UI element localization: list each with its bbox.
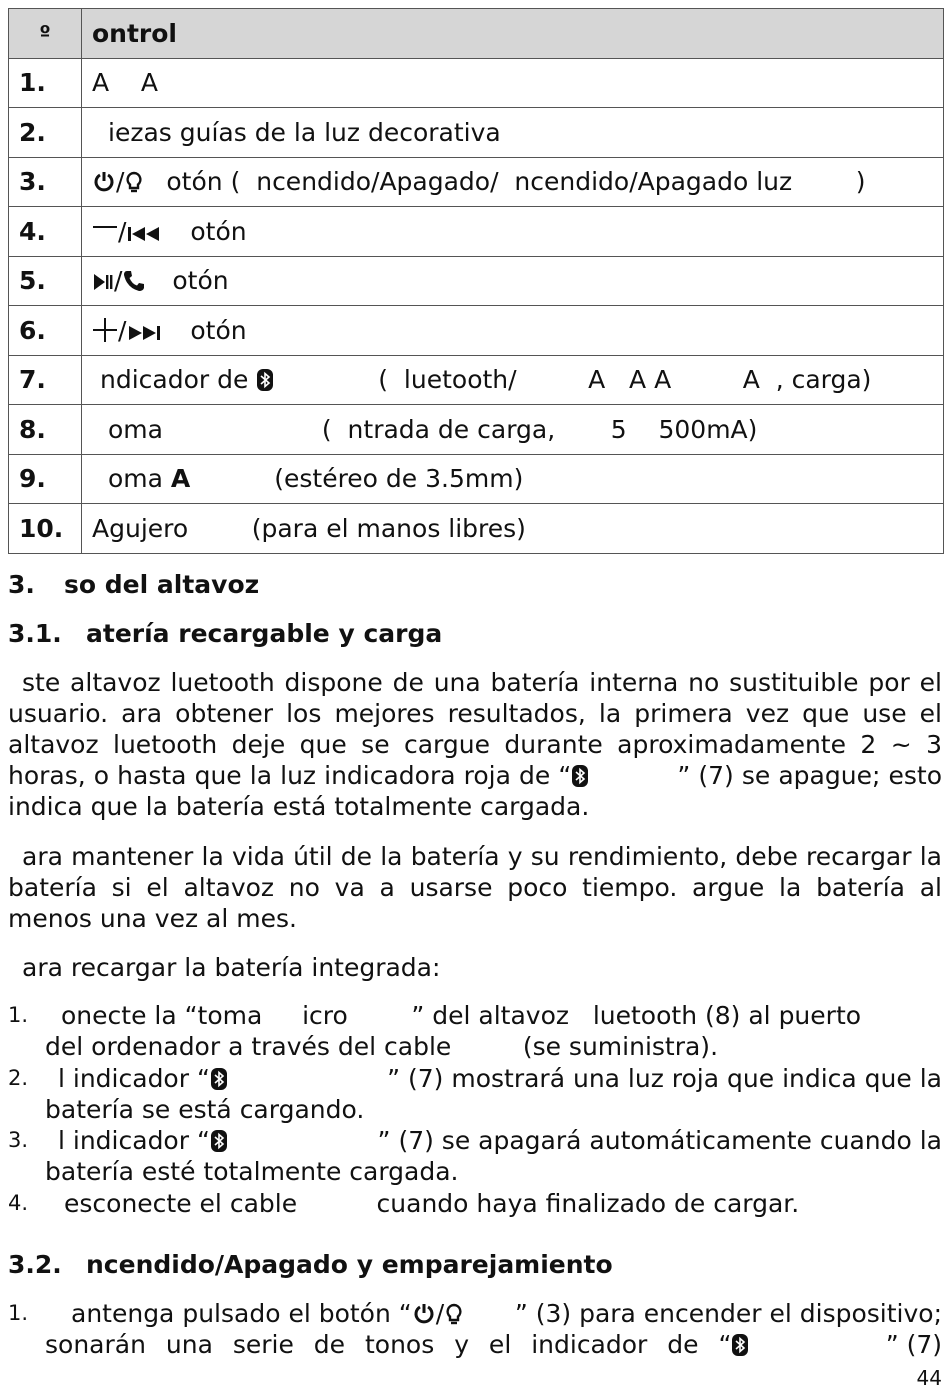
header-number: º (9, 9, 82, 59)
table-row (9, 58, 944, 108)
list-number: 1. (8, 1003, 29, 1027)
power-icon (413, 1303, 435, 1325)
list-item (8, 1125, 942, 1187)
list-number: 3. (8, 1128, 29, 1152)
list-line (8, 1329, 942, 1360)
power-icon (93, 171, 115, 193)
row-number: 3. (9, 157, 82, 207)
section-heading-3-1 (8, 618, 942, 649)
table-row (9, 504, 944, 554)
row-number: 5. (9, 256, 82, 306)
list-text-group (45, 1329, 749, 1360)
list-line (8, 1298, 942, 1329)
section-title: atería recargable y carga (86, 619, 443, 648)
list-text: del ordenador a través del cable (se suministra). (45, 1032, 719, 1061)
list-text: antenga pulsado el botón “ (71, 1299, 412, 1328)
row-number: 1. (9, 58, 82, 108)
list-text: batería se está cargando. (45, 1095, 365, 1124)
row-text-bold: A (170, 464, 191, 494)
row-number: 9. (9, 454, 82, 504)
list-number: 1. (8, 1301, 29, 1325)
play-pause-icon (93, 272, 113, 292)
row-number: 2. (9, 108, 82, 158)
list-text-group (58, 1125, 228, 1156)
minus-icon (93, 226, 117, 230)
row-text-prefix: oma (108, 464, 163, 494)
bluetooth-icon (257, 369, 273, 391)
list-line (8, 1188, 942, 1219)
list-text: l indicador “ (58, 1126, 210, 1155)
phone-icon (123, 270, 145, 292)
row-text: A A (82, 58, 944, 108)
bluetooth-icon (732, 1334, 748, 1356)
paragraph-text: ” (7) se apague; esto indica que la batería está totalmente cargada. (8, 761, 942, 821)
paragraph-battery-intro (8, 667, 942, 822)
list-item (8, 1298, 942, 1360)
list-number: 2. (8, 1066, 29, 1090)
list-text: batería esté totalmente cargada. (45, 1157, 459, 1186)
section-heading-3-2 (8, 1249, 942, 1280)
section-number: 3. (8, 570, 35, 599)
row-text (82, 256, 944, 306)
header-control: ontrol (82, 9, 944, 59)
paragraph-battery-care (8, 841, 942, 934)
table-row (9, 256, 944, 306)
row-text-label: otón (190, 216, 247, 246)
table-row (9, 454, 944, 504)
list-line (8, 1031, 942, 1062)
bluetooth-icon (211, 1130, 227, 1152)
section-number: 3.2. (8, 1250, 62, 1279)
plus-icon (93, 318, 117, 342)
row-number: 4. (9, 207, 82, 257)
list-text: ” (7) mostrará una luz roja que indica que la (387, 1064, 942, 1093)
row-number: 8. (9, 405, 82, 455)
bulb-icon (125, 171, 143, 193)
list-text: ” (7) se apagará automáticamente cuando la (377, 1126, 942, 1155)
list-text: onecte la “toma icro ” del altavoz luetooth (8) al puerto (61, 1001, 862, 1030)
row-text-label: ( luetooth/ A A A A , carga) (378, 365, 872, 395)
paragraph-text: ste altavoz luetooth dispone de una batería interna no sustituible por el usuario. ara obtener los mejores resultados, la primera vez que use el altavoz luetooth deje que se cargue durante aproximadamente 2 ~ 3 horas, o hasta que la luz indicadora roja de “ (8, 668, 942, 790)
list-text: l indicador “ (58, 1064, 210, 1093)
row-text (82, 454, 944, 504)
bulb-icon (445, 1303, 463, 1325)
section-title: so del altavoz (64, 570, 260, 599)
paragraph-recharge-intro (8, 952, 942, 983)
controls-table (8, 8, 944, 554)
bluetooth-icon (211, 1068, 227, 1090)
row-text (82, 355, 944, 405)
list-text: sonarán una serie de tonos y el indicador de “ (45, 1330, 732, 1359)
paragraph-text: ara recargar la batería integrada: (22, 953, 441, 982)
section-title: ncendido/Apagado y emparejamiento (86, 1250, 613, 1279)
row-text (82, 157, 944, 207)
row-number: 10. (9, 504, 82, 554)
bluetooth-icon (572, 765, 588, 787)
row-number: 6. (9, 306, 82, 356)
next-track-icon (127, 324, 161, 342)
row-text-label: oma ( ntrada de carga, 5 500mA) (108, 414, 758, 444)
row-text-label: (estéreo de 3.5mm) (274, 464, 524, 494)
list-text: ” (3) para encender el dispositivo; (514, 1299, 942, 1328)
list-item (8, 1188, 942, 1219)
separator: / (118, 315, 127, 345)
row-text-label: otón (172, 266, 229, 296)
list-line (8, 1125, 942, 1156)
list-text-group (58, 1063, 228, 1094)
list-item (8, 1063, 942, 1125)
row-text (82, 306, 944, 356)
table-header-row (9, 9, 944, 59)
list-text-group: antenga pulsado el botón “ / (71, 1298, 464, 1329)
list-line (8, 1000, 942, 1031)
row-text-prefix: ndicador de (100, 365, 249, 395)
table-row (9, 306, 944, 356)
row-text (82, 405, 944, 455)
table-row (9, 108, 944, 158)
table-row (9, 405, 944, 455)
list-text: ” (7) (885, 1330, 942, 1359)
paragraph-text: ara mantener la vida útil de la batería y su rendimiento, debe recargar la batería si el altavoz no va a usarse poco tiempo. argue la batería al menos una vez al mes. (8, 842, 942, 933)
list-line (8, 1063, 942, 1094)
row-text: Agujero (para el manos libres) (82, 504, 944, 554)
separator: / (118, 216, 127, 246)
row-text-label: iezas guías de la luz decorativa (108, 117, 501, 147)
section-number: 3.1. (8, 619, 62, 648)
list-text: esconecte el cable cuando haya finalizado de cargar. (64, 1189, 800, 1218)
list-number: 4. (8, 1191, 29, 1215)
previous-track-icon (127, 225, 161, 243)
separator: / (116, 167, 125, 197)
page-number: 44 (916, 1366, 942, 1390)
list-line (8, 1156, 942, 1187)
table-row (9, 355, 944, 405)
section-heading-3 (8, 569, 942, 600)
row-text (82, 108, 944, 158)
row-number: 7. (9, 355, 82, 405)
row-text (82, 207, 944, 257)
list-line (8, 1094, 942, 1125)
separator: / (114, 266, 123, 296)
row-text-label: otón (190, 315, 247, 345)
table-row (9, 157, 944, 207)
list-item (8, 1000, 942, 1062)
row-text-label: otón ( ncendido/Apagado/ ncendido/Apagado luz ) (166, 167, 866, 197)
table-row (9, 207, 944, 257)
